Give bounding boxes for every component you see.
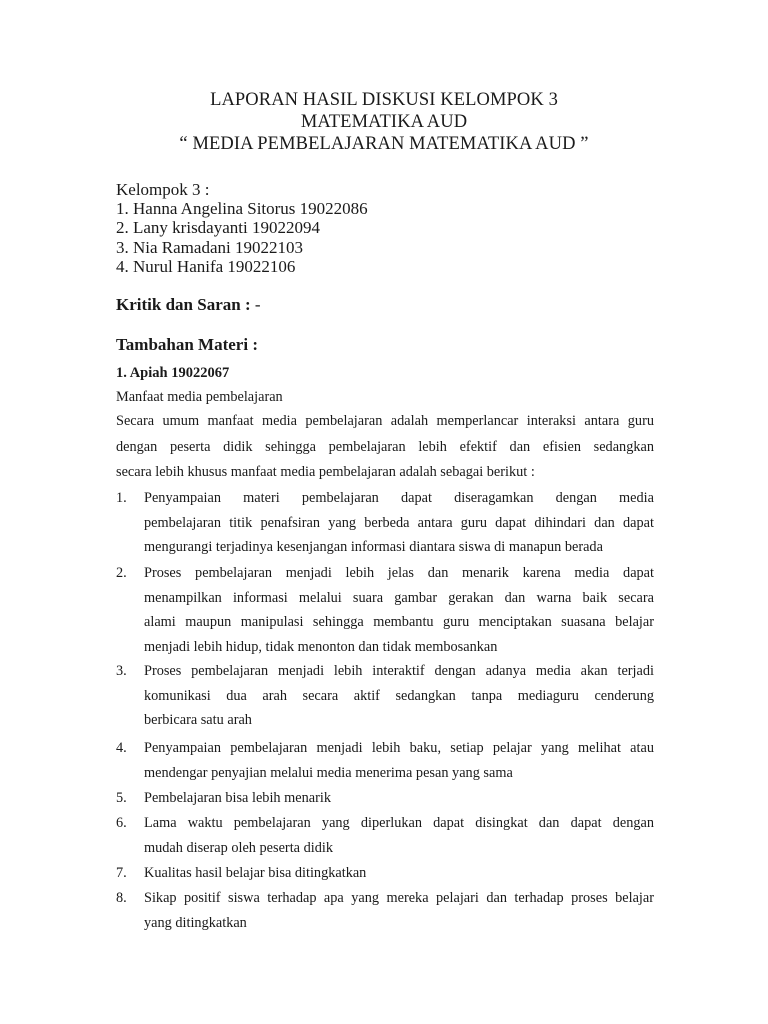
list-item-number: 3. — [116, 663, 127, 679]
paragraph-line: dengan peserta didik sehingga pembelajaran lebih efektif dan efisien sedangkan — [116, 439, 654, 455]
list-item-line: Sikap positif siswa terhadap apa yang mereka pelajari dan terhadap proses belajar — [144, 890, 654, 906]
list-item-line: Lama waktu pembelajaran yang diperlukan dapat disingkat dan dapat dengan — [144, 815, 654, 831]
list-item-number: 5. — [116, 790, 127, 806]
critique-heading — [116, 295, 261, 315]
list-item-line: mudah diserap oleh peserta didik — [144, 839, 333, 856]
list-item-line: mendengar penyajian melalui media menerima pesan yang sama — [144, 764, 513, 781]
list-item-line: menampilkan informasi melalui suara gambar gerakan dan warna baik secara — [144, 589, 654, 606]
list-item-line: komunikasi dua arah secara aktif sedangkan tanpa mediaguru cenderung — [144, 687, 654, 704]
list-item-line: Proses pembelajaran menjadi lebih interaktif dengan adanya media akan terjadi — [144, 663, 654, 679]
list-item-line: yang ditingkatkan — [144, 914, 247, 931]
additional-material-heading: Tambahan Materi : — [116, 335, 258, 354]
list-item-line: Kualitas hasil belajar bisa ditingkatkan — [144, 865, 367, 881]
group-member: 2. Lany krisdayanti 19022094 — [116, 218, 320, 237]
group-member: 4. Nurul Hanifa 19022106 — [116, 257, 296, 276]
list-item-line: menjadi lebih hidup, tidak menonton dan tidak membosankan — [144, 638, 498, 655]
paragraph-line: secara lebih khusus manfaat media pembelajaran adalah sebagai berikut : — [116, 464, 535, 480]
critique-label: Kritik dan Saran : — [116, 295, 251, 314]
list-item-line: mengurangi terjadinya kesenjangan informasi diantara siswa di manapun berada — [144, 539, 603, 556]
list-item-line: Penyampaian materi pembelajaran dapat diseragamkan dengan media — [144, 490, 654, 506]
report-subject: MATEMATIKA AUD — [300, 112, 468, 132]
group-label: Kelompok 3 : — [116, 180, 210, 199]
report-topic: “ MEDIA PEMBELAJARAN MATEMATIKA AUD ” — [179, 134, 589, 154]
critique-value: - — [250, 295, 261, 314]
list-item-line: alami maupun manipulasi sehingga membantu guru menciptakan suasana belajar — [144, 614, 654, 631]
list-item-number: 8. — [116, 890, 127, 906]
list-item-number: 1. — [116, 490, 127, 506]
list-item-line: Proses pembelajaran menjadi lebih jelas dan menarik karena media dapat — [144, 565, 654, 581]
list-item-number: 7. — [116, 865, 127, 881]
list-item-number: 4. — [116, 740, 127, 756]
group-member: 3. Nia Ramadani 19022103 — [116, 238, 303, 257]
list-item-line: Pembelajaran bisa lebih menarik — [144, 790, 331, 806]
group-member: 1. Hanna Angelina Sitorus 19022086 — [116, 199, 368, 218]
topic-title: Manfaat media pembelajaran — [116, 389, 283, 405]
list-item-number: 2. — [116, 565, 127, 581]
report-title: LAPORAN HASIL DISKUSI KELOMPOK 3 — [210, 90, 558, 110]
list-item-line: pembelajaran titik penafsiran yang berbeda antara guru dapat dihindari dan dapat — [144, 514, 654, 531]
list-item-number: 6. — [116, 815, 127, 831]
contributor-label: 1. Apiah 19022067 — [116, 365, 230, 381]
paragraph-line: Secara umum manfaat media pembelajaran adalah memperlancar interaksi antara guru — [116, 413, 654, 429]
list-item-line: berbicara satu arah — [144, 712, 252, 729]
list-item-line: Penyampaian pembelajaran menjadi lebih baku, setiap pelajar yang melihat atau — [144, 740, 654, 756]
